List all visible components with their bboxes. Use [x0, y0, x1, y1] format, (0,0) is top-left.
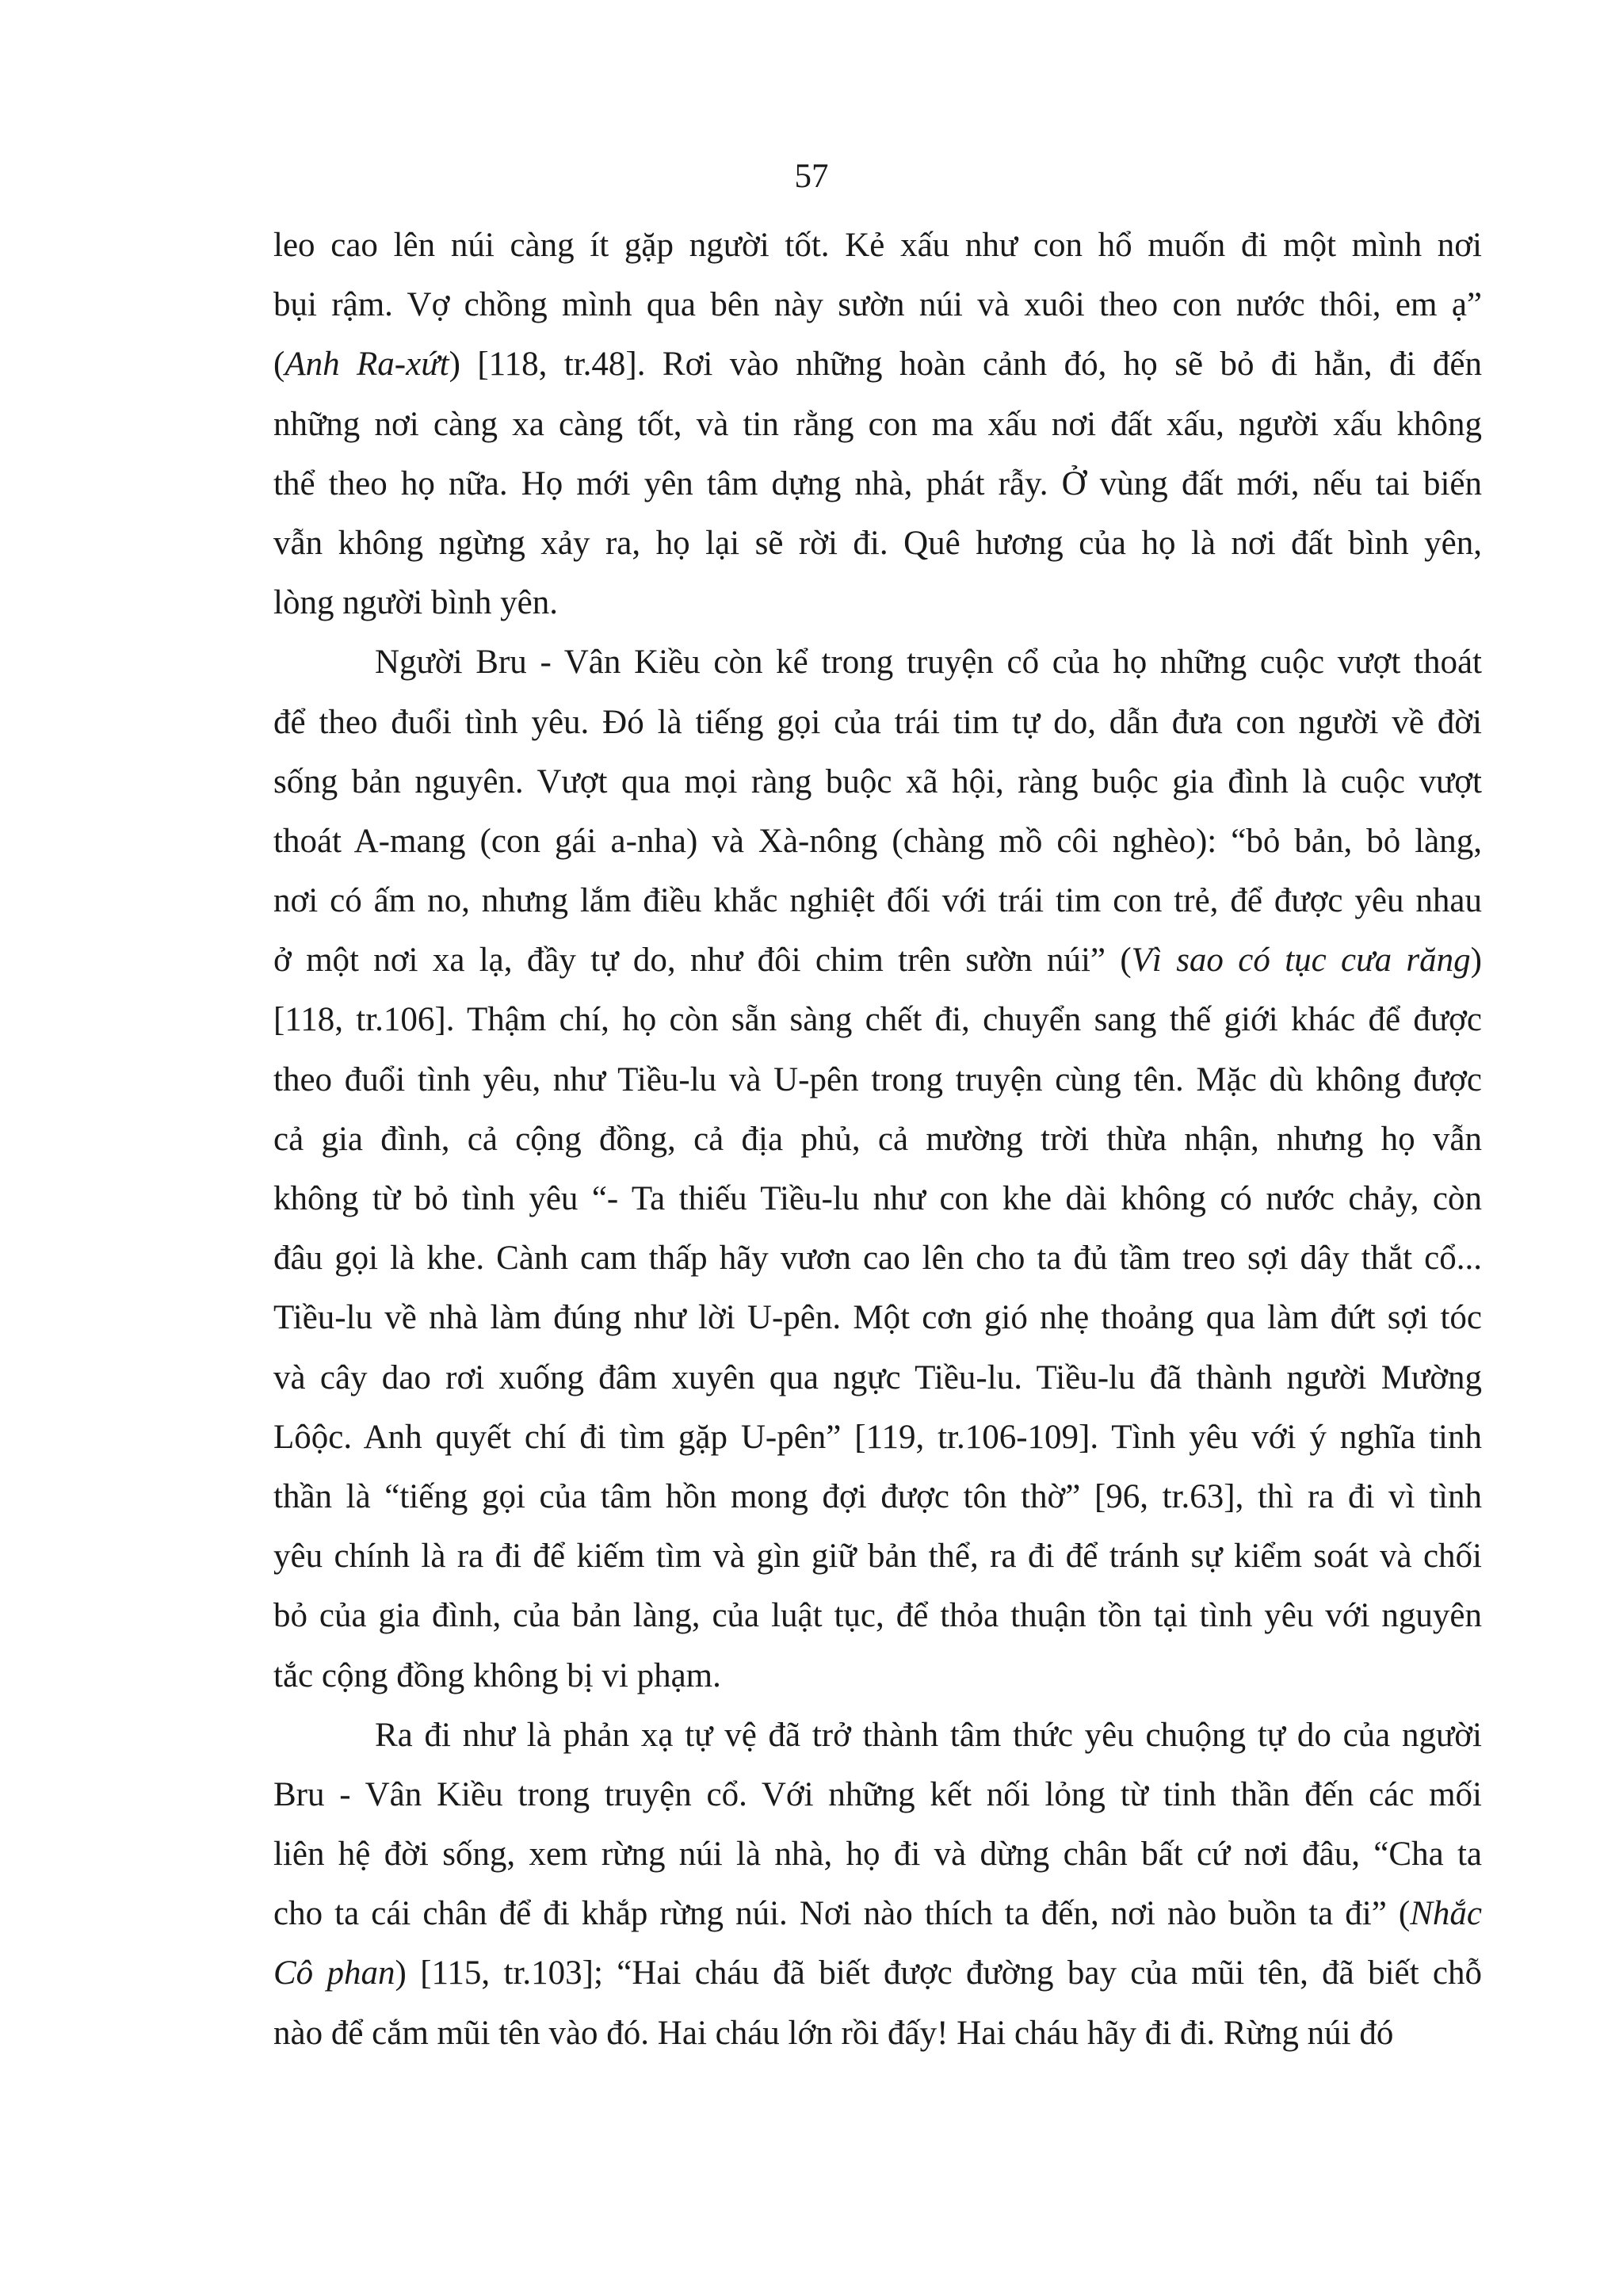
text-run: thần là “tiếng gọi của tâm hồn mong đợi được tôn thờ” [96, tr.63], thì ra đi vì tình	[273, 1477, 1482, 1515]
text-run: theo đuổi tình yêu, như Tiều-lu và U-pên trong truyện cùng tên. Mặc dù không được	[273, 1060, 1482, 1098]
text-line	[273, 1586, 1482, 1645]
text-line	[273, 1110, 1482, 1169]
paragraph	[273, 216, 1482, 632]
italic-title: Anh Ra-xứt	[285, 346, 449, 384]
text-run: ) [115, tr.103]; “Hai cháu đã biết được đường bay của mũi tên, đã biết chỗ	[395, 1954, 1482, 1992]
paragraph	[273, 632, 1482, 1705]
text-line	[273, 573, 1482, 632]
text-run: cả gia đình, cả cộng đồng, cả địa phủ, cả mường trời thừa nhận, nhưng họ vẫn	[273, 1120, 1482, 1158]
text-line	[273, 1646, 1482, 1706]
text-run: tắc cộng đồng không bị vi phạm.	[273, 1656, 721, 1694]
text-line	[273, 514, 1482, 573]
text-line	[273, 1467, 1482, 1526]
text-run: những nơi càng xa càng tốt, và tin rằng con ma xấu nơi đất xấu, người xấu không	[273, 405, 1482, 443]
text-run: Ra đi như là phản xạ tự vệ đã trở thành tâm thức yêu chuộng tự do của người	[375, 1716, 1482, 1754]
text-run: nào để cắm mũi tên vào đó. Hai cháu lớn rồi đấy! Hai cháu hãy đi đi. Rừng núi đó	[273, 2014, 1394, 2052]
text-run: )	[1470, 942, 1482, 980]
text-line	[273, 395, 1482, 454]
text-run: (	[273, 346, 285, 384]
text-run: leo cao lên núi càng ít gặp người tốt. Kẻ xấu như con hổ muốn đi một mình nơi	[273, 227, 1482, 264]
text-run: yêu chính là ra đi để kiếm tìm và gìn giữ bản thể, ra đi để tránh sự kiểm soát và chối	[273, 1538, 1482, 1576]
text-line	[273, 334, 1482, 394]
text-run: bỏ của gia đình, của bản làng, của luật tục, để thỏa thuận tồn tại tình yêu với nguyên	[273, 1597, 1482, 1635]
text-run: Tiều-lu về nhà làm đúng như lời U-pên. Một cơn gió nhẹ thoảng qua làm đứt sợi tóc	[273, 1299, 1482, 1337]
text-run: không từ bỏ tình yêu “- Ta thiếu Tiều-lu như con khe dài không có nước chảy, còn	[273, 1180, 1482, 1217]
text-run: đâu gọi là khe. Cành cam thấp hãy vươn cao lên cho ta đủ tầm treo sợi dây thắt cổ...	[273, 1240, 1482, 1278]
text-line	[273, 1169, 1482, 1228]
text-run: bụi rậm. Vợ chồng mình qua bên này sườn núi và xuôi theo con nước thôi, em ạ”	[273, 286, 1482, 324]
italic-title: Vì sao có tục cưa răng	[1131, 942, 1471, 980]
text-run: sống bản nguyên. Vượt qua mọi ràng buộc xã hội, ràng buộc gia đình là cuộc vượt	[273, 762, 1482, 800]
text-line	[273, 1526, 1482, 1586]
text-run: thoát A-mang (con gái a-nha) và Xà-nông (chàng mồ côi nghèo): “bỏ bản, bỏ làng,	[273, 822, 1482, 860]
italic-title: Cô phan	[273, 1954, 395, 1992]
text-run: Người Bru - Vân Kiều còn kể trong truyện cổ của họ những cuộc vượt thoát	[375, 644, 1482, 682]
text-run: [118, tr.106]. Thậm chí, họ còn sẵn sàng chết đi, chuyển sang thế giới khác để được	[273, 1001, 1482, 1039]
text-run: ở một nơi xa lạ, đầy tự do, như đôi chim trên sườn núi” (	[273, 942, 1132, 980]
text-line	[273, 693, 1482, 752]
text-run: vẫn không ngừng xảy ra, họ lại sẽ rời đi. Quê hương của họ là nơi đất bình yên,	[273, 524, 1482, 562]
text-line	[273, 871, 1482, 930]
text-line	[273, 1228, 1482, 1288]
text-line	[273, 1050, 1482, 1110]
text-run: cho ta cái chân để đi khắp rừng núi. Nơi nào thích ta đến, nơi nào buồn ta đi” (	[273, 1895, 1411, 1933]
page-number: 57	[794, 158, 829, 195]
text-run: để theo đuổi tình yêu. Đó là tiếng gọi của trái tim tự do, dẫn đưa con người về đời	[273, 703, 1482, 741]
document-body	[273, 216, 1482, 2063]
text-line	[273, 752, 1482, 812]
text-line	[273, 454, 1482, 514]
text-line	[273, 1348, 1482, 1408]
text-line	[273, 1824, 1482, 1884]
text-line	[273, 632, 1482, 692]
text-run: và cây dao rơi xuống đâm xuyên qua ngực Tiều-lu. Tiều-lu đã thành người Mường	[273, 1358, 1482, 1396]
text-run: liên hệ đời sống, xem rừng núi là nhà, họ đi và dừng chân bất cứ nơi đâu, “Cha ta	[273, 1836, 1482, 1874]
text-line	[273, 1765, 1482, 1824]
text-line	[273, 1884, 1482, 1943]
text-run: lòng người bình yên.	[273, 584, 558, 622]
text-run: ) [118, tr.48]. Rơi vào những hoàn cảnh đó, họ sẽ bỏ đi hẳn, đi đến	[449, 346, 1483, 384]
text-line	[273, 216, 1482, 275]
text-line	[273, 275, 1482, 334]
text-line	[273, 1943, 1482, 2003]
text-line	[273, 2004, 1482, 2063]
text-line	[273, 1706, 1482, 1765]
text-run: nơi có ấm no, nhưng lắm điều khắc nghiệt đối với trái tim con trẻ, để được yêu nhau	[273, 882, 1482, 920]
text-line	[273, 990, 1482, 1049]
text-run: Bru - Vân Kiều trong truyện cổ. Với những kết nối lỏng từ tinh thần đến các mối	[273, 1775, 1482, 1813]
text-line	[273, 1408, 1482, 1467]
italic-title: Nhắc	[1410, 1895, 1482, 1933]
text-line	[273, 930, 1482, 990]
text-run: Lôộc. Anh quyết chí đi tìm gặp U-pên” [119, tr.106-109]. Tình yêu với ý nghĩa tinh	[273, 1418, 1482, 1456]
text-run: thể theo họ nữa. Họ mới yên tâm dựng nhà, phát rẫy. Ở vùng đất mới, nếu tai biến	[273, 464, 1482, 502]
paragraph	[273, 1706, 1482, 2063]
text-line	[273, 1288, 1482, 1347]
text-line	[273, 812, 1482, 871]
